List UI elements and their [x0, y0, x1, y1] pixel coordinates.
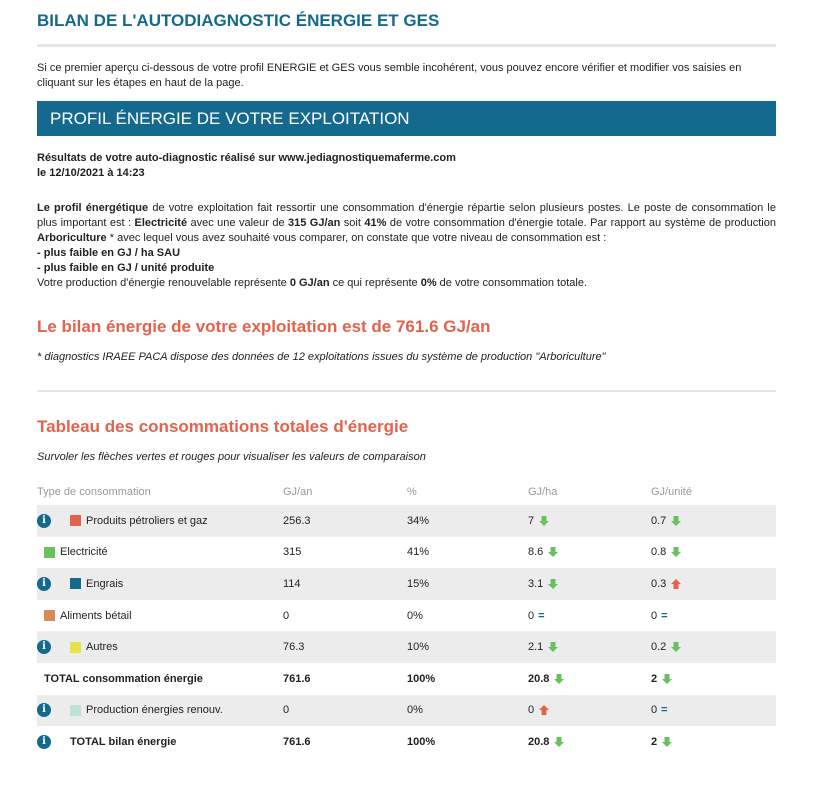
color-swatch — [70, 705, 81, 716]
profile-list-2: - plus faible en GJ / unité produite — [37, 262, 215, 274]
table-row — [37, 537, 776, 569]
gjha-value: 0 — [528, 609, 535, 622]
row-label: Production énergies renouv. — [86, 704, 223, 717]
cell-pct: 34% — [407, 514, 430, 527]
info-icon[interactable]: i — [37, 577, 51, 591]
row-label: Produits pétroliers et gaz — [86, 514, 208, 527]
cell-gjunit — [651, 631, 776, 663]
row-label: TOTAL consommation énergie — [44, 672, 203, 685]
arrow-down-icon[interactable] — [670, 515, 682, 527]
table-header — [37, 482, 776, 505]
cell-gjha — [528, 726, 651, 758]
cell-type — [37, 537, 283, 569]
table-row — [37, 726, 776, 758]
row-label: Engrais — [86, 577, 124, 590]
gjunit-value: 0 — [651, 609, 658, 622]
gjha-value: 20.8 — [528, 672, 550, 685]
arrow-down-icon[interactable] — [538, 515, 550, 527]
cell-pct: 0% — [407, 704, 423, 717]
cell-pct: 0% — [407, 609, 423, 622]
section-banner: PROFIL ÉNERGIE DE VOTRE EXPLOITATION — [37, 101, 776, 136]
cell-gjha — [528, 505, 651, 537]
arrow-down-icon[interactable] — [547, 546, 559, 558]
cell-pct: 15% — [407, 577, 430, 590]
row-label: TOTAL bilan énergie — [70, 735, 177, 748]
profile-strong-5: 315 GJ/an — [288, 217, 341, 229]
header-gjunit: GJ/unité — [651, 486, 692, 498]
intro-text: Si ce premier aperçu ci-dessous de votre profil ENERGIE et GES vous semble incohérent, vous pouvez encore vérifier et modifier vos saisies en cliquant sur les étapes en haut de la page. — [37, 62, 742, 89]
profile-paragraph — [37, 201, 776, 246]
equal-icon: = — [661, 609, 668, 622]
profile-text-4: avec une valeur de — [187, 217, 289, 229]
table-row — [37, 695, 776, 727]
profile-strong-3: Electricité — [134, 217, 188, 229]
gjha-value: 3.1 — [528, 577, 544, 590]
gjunit-value: 0.3 — [651, 577, 667, 590]
gjunit-value: 2 — [651, 735, 658, 748]
table-hint: Survoler les flèches vertes et rouges pour visualiser les valeurs de comparaison — [37, 451, 426, 463]
color-swatch — [70, 515, 81, 526]
header-gjha: GJ/ha — [528, 486, 558, 498]
gjunit-value: 0.8 — [651, 546, 667, 559]
cell-gjunit — [651, 695, 776, 727]
cell-gjan: 315 — [283, 546, 302, 559]
gjunit-value: 0.2 — [651, 641, 667, 654]
type-wrapper — [70, 704, 223, 716]
cell-gjan: 761.6 — [283, 672, 311, 685]
color-swatch — [70, 578, 81, 589]
cell-gjha — [528, 663, 651, 695]
arrow-down-icon[interactable] — [553, 673, 565, 685]
profile-text-10: * avec lequel vous avez souhaité vous comparer, on constate que votre niveau de consommation est : — [106, 232, 607, 244]
arrow-down-icon[interactable] — [661, 736, 673, 748]
arrow-down-icon[interactable] — [670, 546, 682, 558]
cell-pct: 10% — [407, 641, 430, 654]
renew-text-5: de votre consommation totale. — [436, 277, 588, 289]
arrow-down-icon[interactable] — [670, 641, 682, 653]
cell-gjan: 76.3 — [283, 641, 305, 654]
renew-strong-2: 0 GJ/an — [289, 277, 330, 289]
table-row — [37, 568, 776, 600]
results-line-2: le 12/10/2021 à 14:23 — [37, 167, 145, 179]
info-icon[interactable]: i — [37, 640, 51, 654]
type-wrapper — [44, 546, 108, 558]
color-swatch — [70, 642, 81, 653]
info-icon[interactable]: i — [37, 514, 51, 528]
cell-pct: 100% — [407, 672, 436, 685]
gjha-value: 7 — [528, 514, 535, 527]
renew-text-3: ce qui représente — [329, 277, 421, 289]
info-icon[interactable]: i — [37, 703, 51, 717]
cell-gjunit — [651, 537, 776, 569]
table-body — [37, 505, 776, 758]
cell-type — [37, 663, 283, 695]
type-wrapper — [70, 736, 176, 748]
profile-strong-7: 41% — [364, 217, 387, 229]
profile-strong-1: Le profil énergétique — [37, 202, 149, 214]
profile-renewable — [37, 276, 776, 291]
footnote: * diagnostics IRAEE PACA dispose des données de 12 exploitations issues du système de production "Arboriculture" — [37, 351, 606, 363]
cell-type — [37, 505, 283, 537]
cell-pct: 100% — [407, 735, 436, 748]
type-wrapper — [70, 641, 118, 653]
renew-strong-4: 0% — [420, 277, 437, 289]
cell-gjan: 256.3 — [283, 514, 311, 527]
cell-gjha — [528, 695, 651, 727]
profile-text-2: de votre exploitation fait ressortir une consommation d'énergie répartie selon plusieurs postes. Le poste de consommation le plus important est : — [37, 202, 776, 229]
gjha-value: 20.8 — [528, 735, 550, 748]
color-swatch — [44, 547, 55, 558]
profile-text-6: soit — [340, 217, 365, 229]
page-title: BILAN DE L'AUTODIAGNOSTIC ÉNERGIE ET GES — [37, 11, 440, 30]
divider — [37, 44, 776, 47]
cell-gjha — [528, 568, 651, 600]
type-wrapper — [44, 610, 132, 622]
gjha-value: 2.1 — [528, 641, 544, 654]
cell-gjan: 114 — [283, 577, 301, 590]
arrow-down-icon[interactable] — [553, 736, 565, 748]
gjunit-value: 0 — [651, 704, 658, 717]
header-type: Type de consommation — [37, 486, 151, 498]
equal-icon: = — [661, 704, 668, 717]
profile-list-1: - plus faible en GJ / ha SAU — [37, 247, 181, 259]
cell-gjan: 761.6 — [283, 735, 311, 748]
cell-type — [37, 568, 283, 600]
row-label: Electricité — [60, 546, 108, 559]
cell-gjunit — [651, 505, 776, 537]
cell-pct: 41% — [407, 546, 430, 559]
consumption-table — [37, 482, 776, 758]
cell-type — [37, 695, 283, 727]
color-swatch — [44, 610, 55, 621]
cell-gjan: 0 — [283, 609, 290, 622]
type-wrapper — [70, 578, 123, 590]
type-wrapper — [44, 673, 203, 685]
arrow-down-icon[interactable] — [547, 578, 559, 590]
table-row — [37, 663, 776, 695]
results-line-1: Résultats de votre auto-diagnostic réalisé sur www.jediagnostiquemaferme.com — [37, 152, 456, 164]
info-icon[interactable]: i — [37, 735, 51, 749]
arrow-down-icon[interactable] — [547, 641, 559, 653]
gjha-value: 8.6 — [528, 546, 544, 559]
type-wrapper — [70, 515, 208, 527]
cell-gjunit — [651, 568, 776, 600]
cell-gjunit — [651, 663, 776, 695]
cell-gjha — [528, 631, 651, 663]
bilan-title: Le bilan énergie de votre exploitation est de 761.6 GJ/an — [37, 317, 491, 336]
profile-summary — [37, 201, 776, 291]
table-row — [37, 631, 776, 663]
table-row — [37, 600, 776, 632]
row-label: Aliments bétail — [60, 609, 132, 622]
profile-strong-9: Arboriculture — [37, 232, 107, 244]
gjunit-value: 0.7 — [651, 514, 667, 527]
cell-type — [37, 631, 283, 663]
table-row — [37, 505, 776, 537]
table-title: Tableau des consommations totales d'énergie — [37, 417, 409, 436]
results-info — [37, 151, 456, 181]
gjunit-value: 2 — [651, 672, 658, 685]
divider — [37, 390, 776, 392]
cell-gjha — [528, 537, 651, 569]
arrow-up-icon[interactable] — [670, 578, 682, 590]
arrow-down-icon[interactable] — [661, 673, 673, 685]
header-pct: % — [407, 486, 417, 498]
cell-gjha — [528, 600, 651, 632]
renew-text-1: Votre production d'énergie renouvelable représente — [37, 277, 290, 289]
cell-type — [37, 726, 283, 758]
cell-gjan: 0 — [283, 704, 290, 717]
cell-gjunit — [651, 726, 776, 758]
cell-gjunit — [651, 600, 776, 632]
gjha-value: 0 — [528, 704, 535, 717]
profile-text-8: de votre consommation d'énergie totale. Par rapport au système de production — [386, 217, 776, 229]
arrow-up-icon[interactable] — [538, 704, 550, 716]
equal-icon: = — [538, 609, 545, 622]
row-label: Autres — [86, 641, 118, 654]
header-gjan: GJ/an — [283, 486, 313, 498]
cell-type — [37, 600, 283, 632]
